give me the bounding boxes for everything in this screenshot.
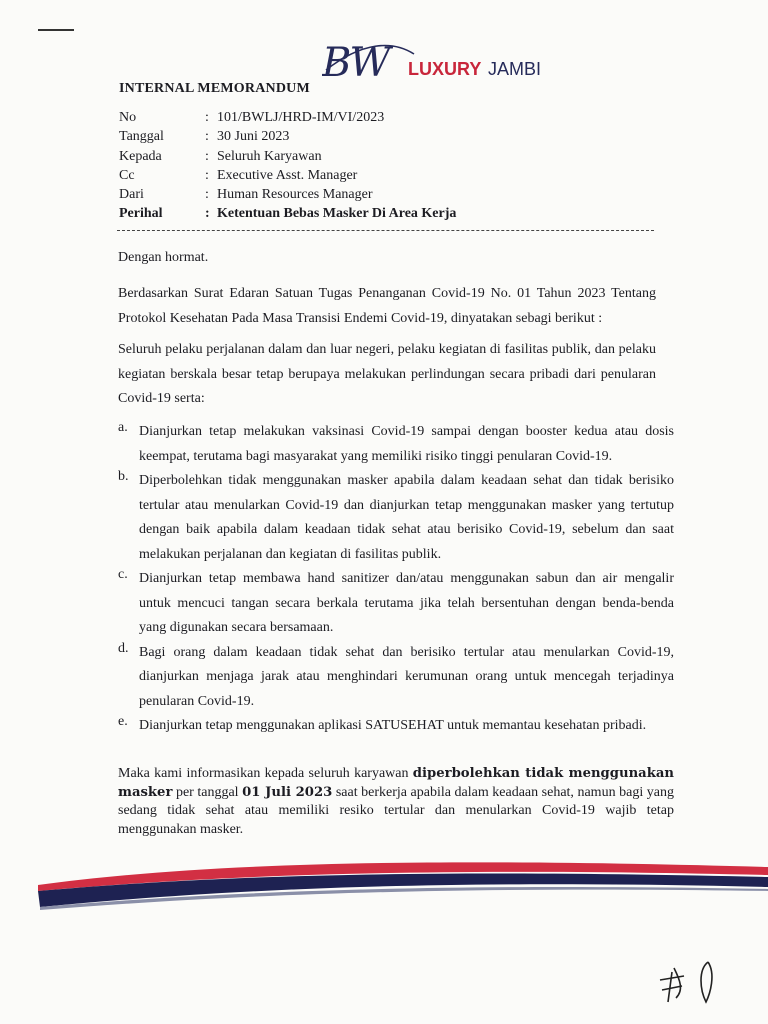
meta-value: Executive Asst. Manager [217, 167, 358, 183]
closing-paragraph [118, 765, 674, 839]
list-marker: e. [118, 714, 128, 729]
list-item [118, 469, 674, 567]
meta-colon: : [205, 187, 209, 203]
meta-row-kepada [119, 147, 456, 166]
meta-colon: : [205, 129, 209, 145]
meta-value: Ketentuan Bebas Masker Di Area Kerja [217, 206, 457, 222]
meta-row-cc [119, 166, 456, 185]
greeting: Dengan hormat. [118, 250, 209, 265]
meta-colon: : [205, 206, 210, 222]
meta-label: Dari [119, 187, 144, 203]
logo-word-luxury: LUXURY [408, 59, 482, 79]
meta-value: 101/BWLJ/HRD-IM/VI/2023 [217, 110, 385, 125]
meta-value: Human Resources Manager [217, 187, 373, 203]
handwritten-initials [650, 950, 730, 1010]
scan-corner-mark [38, 29, 74, 31]
meta-row-dari [119, 185, 456, 204]
logo-word-jambi: JAMBI [488, 59, 542, 79]
meta-label: No [119, 110, 137, 125]
meta-label: Kepada [119, 148, 162, 164]
closing-text: per tanggal [172, 784, 243, 800]
footer-swoosh [0, 855, 768, 915]
list-item [118, 420, 674, 469]
list-marker: d. [118, 640, 129, 656]
meta-row-no [119, 108, 456, 127]
list-marker: a. [118, 420, 128, 435]
meta-colon: : [205, 167, 209, 183]
meta-label: Cc [119, 167, 135, 183]
meta-colon: : [205, 110, 209, 125]
meta-row-perihal [119, 204, 456, 223]
logo-script-bw: BW [322, 40, 389, 84]
intro-paragraph: Berdasarkan Surat Edaran Satuan Tugas Penanganan Covid-19 No. 01 Tahun 2023 Tentang Protokol Kesehatan Pada Masa Transisi Endemi Covid-19, dinyatakan sebagi berikut : [118, 286, 656, 326]
closing-bold-text: diperbolehkan tidak menggunakan masker [118, 766, 674, 800]
meta-value: Seluruh Karyawan [217, 148, 322, 164]
list-text: Bagi orang dalam keadaan tidak sehat dan berisiko tertular atau menularkan Covid-19, dianjurkan menjaga jarak atau menghindari kerumunan orang untuk mencegah terjadinya penularan Covid-19. [139, 644, 674, 709]
list-marker: c. [118, 567, 128, 582]
list-text: Dianjurkan tetap membawa hand sanitizer dan/atau menggunakan sabun dan air mengalir untuk mencuci tangan secara berkala terutama jika telah bersentuhan dengan benda-benda yang digunakan secara bersamaan. [139, 571, 674, 635]
meta-label: Perihal [119, 206, 163, 222]
memo-title: INTERNAL MEMORANDUM [119, 81, 310, 96]
list-item [118, 641, 674, 715]
closing-text: saat berkerja apabila dalam keadaan sehat, namun bagi yang sedang tidak sehat atau memiliki resiko tertular dan menularkan Covid-19 wajib tetap menggunakan masker. [118, 784, 674, 837]
meta-value: 30 Juni 2023 [217, 129, 290, 145]
list-text: Dianjurkan tetap menggunakan aplikasi SATUSEHAT untuk memantau kesehatan pribadi. [139, 718, 647, 733]
list-item [118, 714, 674, 739]
meta-label: Tanggal [119, 129, 164, 145]
meta-colon: : [205, 148, 209, 164]
meta-row-tanggal [119, 127, 456, 146]
guideline-list [118, 420, 674, 739]
company-logo [322, 40, 542, 84]
memo-meta [119, 108, 456, 224]
list-text: Diperbolehkan tidak menggunakan masker apabila dalam keadaan sehat dan tidak berisiko tertular atau menularkan Covid-19 dan dianjurkan tetap menggunakan masker yang tertutup dengan baik apabila dalam keadaan tidak sehat atau berisiko Covid-19, sebelum dan saat melakukan perjalanan dan kegiatan di fasilitas publik. [139, 473, 674, 562]
closing-bold-date: 01 Juli 2023 [242, 784, 333, 800]
scope-paragraph: Seluruh pelaku perjalanan dalam dan luar negeri, pelaku kegiatan di fasilitas publik, dan pelaku kegiatan berskala besar tetap berupaya melakukan perlindungan secara pribadi dari penularan Covid-19 serta: [118, 342, 656, 406]
list-text: Dianjurkan tetap melakukan vaksinasi Covid-19 sampai dengan booster kedua atau dosis keempat, terutama bagi masyarakat yang memiliki risiko tinggi penularan Covid-19. [139, 424, 674, 464]
closing-text: Maka kami informasikan kepada seluruh karyawan [118, 766, 413, 781]
list-item [118, 567, 674, 641]
list-marker: b. [118, 469, 129, 484]
dashed-divider [117, 230, 654, 231]
